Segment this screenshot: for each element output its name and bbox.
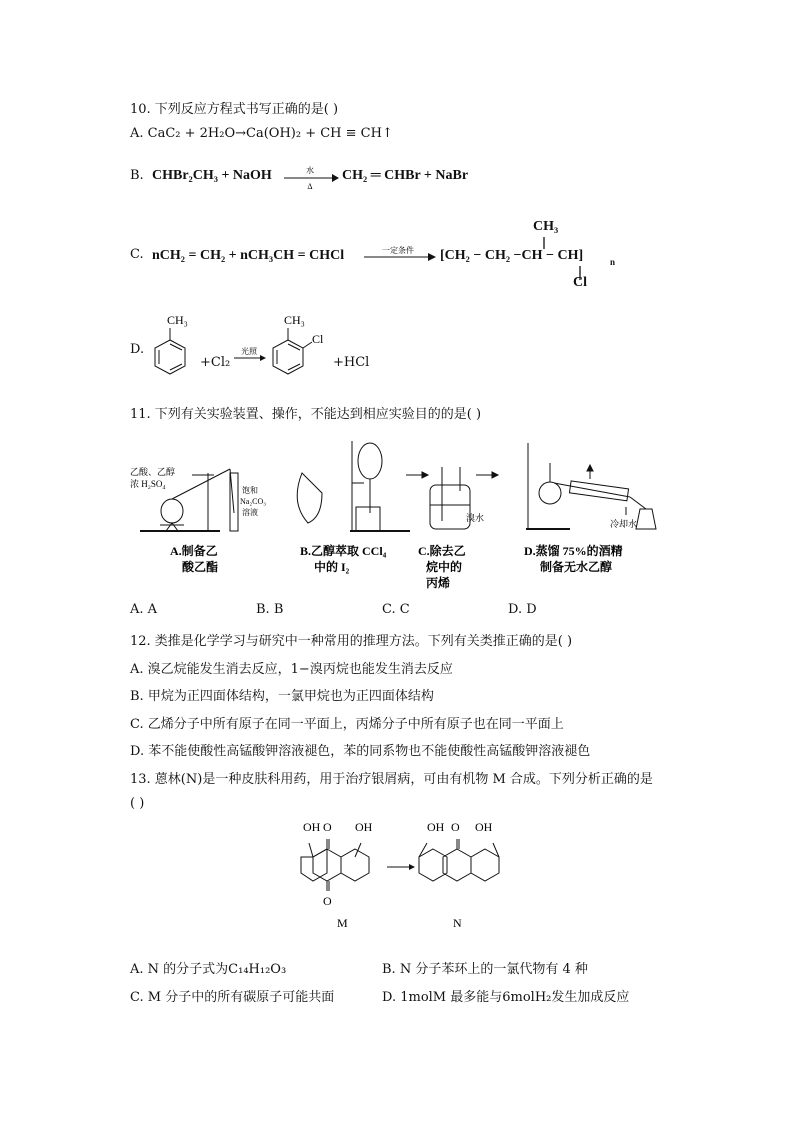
apparatus-a-solution3: 溶液 xyxy=(242,508,258,517)
q11-option-b: B. B xyxy=(256,602,284,617)
q10-option-c-left: nCH₂ = CH₂ + nCH₃CH = CHCl xyxy=(152,248,345,263)
q10-stem: 10. 下列反应方程式书写正确的是( ) xyxy=(130,102,339,117)
q11-stem: 11. 下列有关实验装置、操作，不能达到相应实验目的的是( ) xyxy=(130,407,482,422)
q10-option-d-arrow xyxy=(232,346,268,366)
q10-option-c-cond: 一定条件 xyxy=(382,246,414,255)
apparatus-d-caption1: D.蒸馏 75%的酒精 xyxy=(524,544,623,558)
q10-option-b-arrow xyxy=(282,160,340,194)
apparatus-a-solution2: Na₂CO₃ xyxy=(240,497,267,506)
apparatus-c-reagent: 溴水 xyxy=(466,513,485,523)
apparatus-d-caption2: 制备无水乙醇 xyxy=(540,560,613,574)
structure-m-oh-right: OH xyxy=(355,820,373,834)
q10-option-c-methyl: CH₃ xyxy=(533,219,559,234)
q10-option-d-hcl: +HCl xyxy=(333,355,370,370)
q10-option-b-left: CHBr₂CH₃ + NaOH xyxy=(152,168,272,183)
q13-stem: 13. 蒽林(N)是一种皮肤科用药，用于治疗银屑病，可由有机物 M 合成。下列分析正确的是 xyxy=(130,772,653,787)
apparatus-b-caption2: 中的 I₂ xyxy=(314,560,350,574)
q12-option-a: A. 溴乙烷能发生消去反应，1−溴丙烷也能发生消去反应 xyxy=(130,662,453,677)
q10-option-c-n: n xyxy=(610,257,616,267)
q10-option-c-product: [CH₂ − CH₂ −CH − CH] xyxy=(440,248,584,263)
q10-option-b-cond-bottom: Δ xyxy=(307,182,313,191)
q10-option-b-cond-top: 水 xyxy=(306,166,314,175)
apparatus-b-caption1: B.乙醇萃取 CCl₄ xyxy=(300,544,387,558)
q10-option-c-chlorine: Cl xyxy=(573,275,587,290)
apparatus-d xyxy=(526,443,656,529)
q11-option-c: C. C xyxy=(382,602,410,617)
apparatus-c xyxy=(406,467,498,529)
q10-option-a: A. CaC₂ + 2H₂O→Ca(OH)₂ + CH ≡ CH↑ xyxy=(130,126,393,141)
structure-m-o-top: O xyxy=(323,820,332,834)
q10-option-b-label: B. xyxy=(130,168,144,183)
apparatus-d-water: 冷却水 xyxy=(610,519,638,529)
q12-option-d: D. 苯不能使酸性高锰酸钾溶液褪色，苯的同系物也不能使酸性高锰酸钾溶液褪色 xyxy=(130,744,591,759)
structure-n xyxy=(419,839,499,881)
q10-option-c-arrow xyxy=(362,243,438,263)
q12-stem: 12. 类推是化学学习与研究中一种常用的推理方法。下列有关类推正确的是( ) xyxy=(130,634,573,649)
apparatus-c-caption1: C.除去乙 xyxy=(418,544,466,558)
structure-n-label: N xyxy=(453,916,462,930)
q11-option-d: D. D xyxy=(508,602,537,617)
q10-option-c xyxy=(130,215,650,295)
structure-n-o-top: O xyxy=(451,820,460,834)
structure-m-o-bottom: O xyxy=(323,894,332,908)
q13-option-b: B. N 分子苯环上的一氯代物有 4 种 xyxy=(382,962,588,977)
q10-option-d-cl2: +Cl₂ xyxy=(200,355,231,370)
q13-option-c: C. M 分子中的所有碳原子可能共面 xyxy=(130,990,335,1005)
apparatus-a-caption1: A.制备乙 xyxy=(170,544,218,558)
q10-option-c-label: C. xyxy=(130,247,144,262)
toluene-structure xyxy=(152,310,192,385)
q10-option-b-right: CH₂ ═ CHBr + NaBr xyxy=(342,168,469,183)
apparatus-c-caption2: 烷中的 xyxy=(426,560,463,574)
q11-apparatus-figure xyxy=(130,433,670,593)
q12-option-b: B. 甲烷为正四面体结构，一氯甲烷也为正四面体结构 xyxy=(130,689,434,704)
apparatus-b xyxy=(297,441,410,531)
apparatus-a-caption2: 酸乙酯 xyxy=(182,560,219,574)
q12-option-c: C. 乙烯分子中所有原子在同一平面上，丙烯分子中所有原子也在同一平面上 xyxy=(130,717,564,732)
q11-option-a: A. A xyxy=(130,602,158,617)
q10-option-b xyxy=(130,160,550,194)
q10-option-d-label: D. xyxy=(130,342,145,357)
q13-option-d: D. 1molM 最多能与6molH₂发生加成反应 xyxy=(382,990,630,1005)
apparatus-c-caption3: 丙烯 xyxy=(426,576,451,590)
structure-m xyxy=(301,839,369,891)
apparatus-a-reagent1: 乙酸、乙醇 xyxy=(130,467,176,477)
apparatus-a-solution1: 饱和 xyxy=(242,486,258,495)
structure-m-label: M xyxy=(337,916,348,930)
q13-option-a: A. N 的分子式为C₁₄H₁₂O₃ xyxy=(130,962,287,977)
q10-option-d-cond: 光照 xyxy=(241,347,257,356)
q13-paren: ( ) xyxy=(130,796,145,811)
q11-options xyxy=(130,602,650,622)
q13-structures xyxy=(295,815,515,935)
chlorotoluene-structure xyxy=(270,310,330,385)
chlorotoluene-methyl: CH₃ xyxy=(284,313,305,327)
apparatus-a-reagent2: 浓 H₂SO₄ xyxy=(130,479,166,489)
q10-option-d xyxy=(130,310,430,385)
chlorotoluene-chlorine: Cl xyxy=(312,332,324,346)
reaction-m-to-n xyxy=(295,815,515,935)
apparatus-drawing xyxy=(130,433,670,593)
structure-n-oh-left: OH xyxy=(427,820,445,834)
toluene-methyl: CH₃ xyxy=(167,313,188,327)
structure-n-oh-right: OH xyxy=(475,820,493,834)
structure-m-oh-left: OH xyxy=(303,820,321,834)
